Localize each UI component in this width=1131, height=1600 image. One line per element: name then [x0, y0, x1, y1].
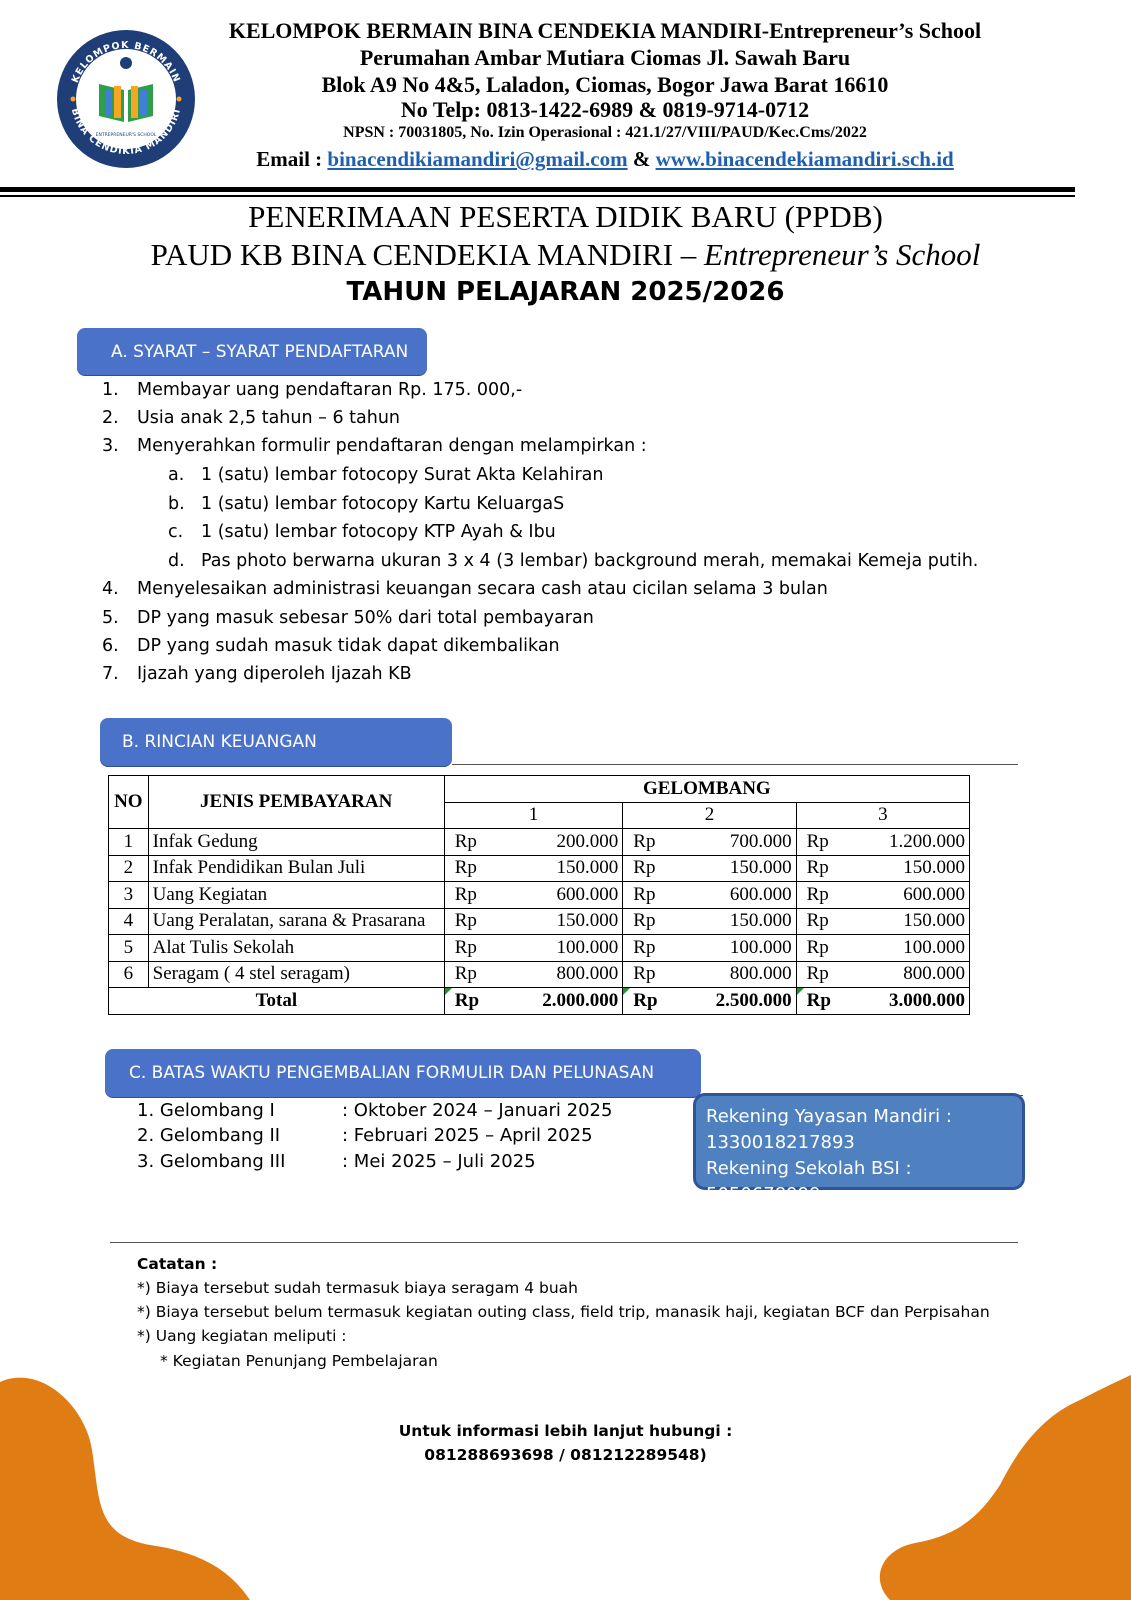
currency: Rp: [796, 961, 845, 988]
note-line: *) Biaya tersebut belum termasuk kegiatan outing class, field trip, manasik haji, kegiatan BCF dan Perpisahan: [137, 1303, 990, 1321]
currency: Rp: [796, 855, 845, 882]
currency: Rp: [444, 829, 493, 856]
address-line-1: Perumahan Ambar Mutiara Ciomas Jl. Sawah Baru: [359, 45, 851, 70]
section-a-heading: [77, 328, 427, 375]
row-name: Seragam ( 4 stel seragam): [148, 961, 444, 988]
logo-ring-bottom: BINA CENDIKIA MANDIRI: [68, 107, 184, 158]
amount-g2: 150.000: [672, 855, 796, 882]
currency: Rp: [444, 855, 493, 882]
row-no: 2: [109, 855, 149, 882]
fee-row: [109, 855, 970, 882]
currency: Rp: [444, 908, 493, 935]
fee-row: [109, 961, 970, 988]
currency: Rp: [633, 989, 658, 1011]
email-link[interactable]: binacendikiamandiri@gmail.com: [327, 147, 628, 171]
cell-marker: [445, 988, 452, 995]
bank-line-2: 1330018217893: [706, 1132, 855, 1153]
col-no-header: NO: [109, 776, 149, 829]
email-line: [200, 147, 1010, 172]
amount-g3: 100.000: [845, 935, 969, 962]
address-line-2: Blok A9 No 4&5, Laladon, Ciomas, Bogor Jawa Barat 16610: [321, 72, 889, 97]
bank-account-box: [693, 1093, 1025, 1205]
currency: Rp: [796, 908, 845, 935]
amount-g2: 700.000: [672, 829, 796, 856]
fee-table: [108, 775, 970, 1015]
amount-g3: 150.000: [845, 855, 969, 882]
currency: Rp: [806, 989, 831, 1011]
currency: Rp: [623, 961, 672, 988]
section-c-heading-text: C. BATAS WAKTU PENGEMBALIAN FORMULIR DAN PELUNASAN: [129, 1063, 655, 1083]
currency: Rp: [444, 961, 493, 988]
currency: Rp: [796, 882, 845, 909]
contact-line-1: Untuk informasi lebih lanjut hubungi :: [398, 1422, 733, 1440]
email-amp: &: [632, 147, 651, 171]
schedule-label: 1. Gelombang I: [137, 1100, 275, 1121]
total-label: Total: [109, 988, 445, 1015]
section-a-heading-text: A. SYARAT – SYARAT PENDAFTARAN: [111, 341, 409, 362]
notes-heading: Catatan :: [137, 1255, 218, 1273]
currency: Rp: [796, 829, 845, 856]
amount-g3: 600.000: [845, 882, 969, 909]
amount-g3: 150.000: [845, 908, 969, 935]
section-b-heading: [100, 718, 452, 766]
website-link[interactable]: www.binacendekiamandiri.sch.id: [655, 147, 954, 171]
row-no: 3: [109, 882, 149, 909]
title-ppdb: PENERIMAAN PESERTA DIDIK BARU (PPDB): [248, 199, 883, 234]
school-logo: [55, 28, 197, 170]
title-paud-italic: Entrepreneur’s School: [704, 237, 981, 272]
wave-header: 2: [623, 802, 796, 829]
header-divider-thin: [0, 195, 1075, 197]
wave-header: 1: [444, 802, 623, 829]
title-paud: [0, 237, 1131, 273]
orange-blob-left: [0, 1370, 260, 1600]
schedule-label: 3. Gelombang III: [137, 1151, 286, 1172]
row-name: Uang Kegiatan: [148, 882, 444, 909]
amount-g2: 150.000: [672, 908, 796, 935]
currency: Rp: [623, 882, 672, 909]
row-no: 6: [109, 961, 149, 988]
row-no: 1: [109, 829, 149, 856]
total-g1: 2.000.000: [493, 988, 623, 1015]
amount-g1: 100.000: [493, 935, 623, 962]
amount-g2: 100.000: [672, 935, 796, 962]
phone-line: No Telp: 0813-1422-6989 & 0819-9714-0712: [400, 97, 810, 122]
section-c-heading: [105, 1049, 701, 1097]
schedule-period: : Mei 2025 – Juli 2025: [342, 1151, 536, 1172]
amount-g3: 1.200.000: [845, 829, 969, 856]
row-name: Alat Tulis Sekolah: [148, 935, 444, 962]
bank-line-3: Rekening Sekolah BSI : 5050678999: [706, 1158, 912, 1205]
schedule-label: 2. Gelombang II: [137, 1125, 281, 1146]
note-line: *) Uang kegiatan meliputi :: [137, 1327, 347, 1345]
title-year: TAHUN PELAJARAN 2025/2026: [346, 277, 785, 307]
school-name: KELOMPOK BERMAIN BINA CENDEKIA MANDIRI-Entrepreneur’s School: [228, 18, 982, 43]
col-jenis-header: JENIS PEMBAYARAN: [148, 776, 444, 829]
amount-g1: 600.000: [493, 882, 623, 909]
col-gelombang-header: GELOMBANG: [444, 776, 969, 803]
bank-line-1: Rekening Yayasan Mandiri :: [706, 1106, 952, 1127]
row-name: Infak Pendidikan Bulan Juli: [148, 855, 444, 882]
amount-g2: 600.000: [672, 882, 796, 909]
title-paud-main: PAUD KB BINA CENDEKIA MANDIRI –: [150, 237, 697, 272]
schedule-period: : Februari 2025 – April 2025: [342, 1125, 593, 1146]
logo-caption: ENTREPRENEUR'S SCHOOL: [95, 133, 157, 138]
orange-blob-right: [870, 1375, 1131, 1600]
amount-g1: 800.000: [493, 961, 623, 988]
row-name: Uang Peralatan, sarana & Prasarana: [148, 908, 444, 935]
note-subline: * Kegiatan Penunjang Pembelajaran: [160, 1352, 438, 1370]
email-label: Email :: [256, 147, 323, 171]
amount-g1: 150.000: [493, 855, 623, 882]
row-no: 5: [109, 935, 149, 962]
logo-ring-top: KELOMPOK BERMAIN: [69, 39, 183, 85]
amount-g1: 150.000: [493, 908, 623, 935]
wave-header: 3: [796, 802, 969, 829]
row-name: Infak Gedung: [148, 829, 444, 856]
section-b-heading-text: B. RINCIAN KEUANGAN: [122, 732, 317, 752]
notes-divider: [110, 1242, 1018, 1243]
currency: Rp: [623, 855, 672, 882]
npsn-line: NPSN : 70031805, No. Izin Operasional : 421.1/27/VIII/PAUD/Kec.Cms/2022: [343, 124, 867, 141]
fee-row: [109, 882, 970, 909]
currency: Rp: [623, 935, 672, 962]
currency: Rp: [796, 935, 845, 962]
row-no: 4: [109, 908, 149, 935]
amount-g1: 200.000: [493, 829, 623, 856]
currency: Rp: [444, 882, 493, 909]
fee-row: [109, 935, 970, 962]
total-g3: 3.000.000: [845, 988, 969, 1015]
cell-marker: [797, 988, 804, 995]
contact-line-2: 081288693698 / 081212289548): [424, 1446, 707, 1464]
amount-g2: 800.000: [672, 961, 796, 988]
section-b-underline: [452, 764, 1018, 765]
total-g2: 2.500.000: [672, 988, 796, 1015]
cell-marker: [623, 988, 630, 995]
currency: Rp: [444, 935, 493, 962]
currency: Rp: [623, 829, 672, 856]
schedule-period: : Oktober 2024 – Januari 2025: [342, 1100, 613, 1121]
header-divider-thick: [0, 187, 1075, 192]
note-line: *) Biaya tersebut sudah termasuk biaya seragam 4 buah: [137, 1279, 578, 1297]
amount-g3: 800.000: [845, 961, 969, 988]
fee-row: [109, 829, 970, 856]
total-row: [109, 988, 970, 1015]
currency: Rp: [454, 989, 480, 1011]
fee-row: [109, 908, 970, 935]
currency: Rp: [623, 908, 672, 935]
